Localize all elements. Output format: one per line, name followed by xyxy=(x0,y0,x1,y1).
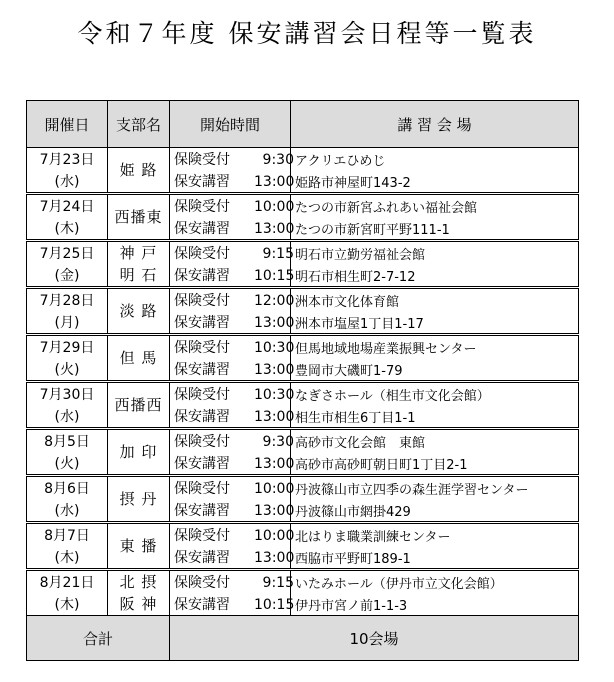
session-weekday: (木) xyxy=(27,546,108,570)
venue-address: 明石市相生町2-7-12 xyxy=(291,264,579,288)
branch-name: 淡 路 xyxy=(119,302,158,320)
insurance-time: 10:00 xyxy=(254,199,295,215)
course-start xyxy=(170,546,295,570)
session-row xyxy=(27,335,579,359)
venue-name: 丹波篠山市立四季の森生涯学習センター xyxy=(291,476,579,500)
table-header xyxy=(27,101,579,148)
insurance-time: 10:30 xyxy=(254,387,295,403)
session-branch xyxy=(108,194,170,241)
session-branch xyxy=(108,288,170,335)
session-row xyxy=(27,429,579,453)
session-row xyxy=(27,523,579,547)
insurance-time: 12:00 xyxy=(254,293,295,309)
branch-name: 西播西 xyxy=(114,396,163,414)
page-title: 令和７年度 保安講習会日程等一覧表 xyxy=(77,19,537,48)
course-time: 10:15 xyxy=(254,597,295,613)
session-branch xyxy=(108,429,170,476)
insurance-label: 保険受付 xyxy=(174,387,230,403)
branch-name: 加 印 xyxy=(119,443,158,461)
branch-name: 北 摂 xyxy=(119,573,158,591)
insurance-label: 保険受付 xyxy=(174,575,230,591)
venue-address: 西脇市平野町189-1 xyxy=(291,546,579,570)
insurance-reception xyxy=(170,335,295,359)
course-time: 10:15 xyxy=(254,268,295,284)
course-label: 保安講習 xyxy=(174,409,230,425)
venue-address: 丹波篠山市網掛429 xyxy=(291,499,579,523)
course-time: 13:00 xyxy=(254,174,295,190)
insurance-time: 10:00 xyxy=(254,528,295,544)
course-start xyxy=(170,499,295,523)
table-footer xyxy=(27,616,579,661)
venue-name: 北はりま職業訓練センター xyxy=(291,523,579,547)
branch-name: 神 戸 xyxy=(119,244,158,262)
course-label: 保安講習 xyxy=(174,268,230,284)
session-date: 8月21日 xyxy=(27,570,108,594)
venue-name: 但馬地域地場産業振興センター xyxy=(291,335,579,359)
insurance-reception xyxy=(170,382,295,406)
session-weekday: (水) xyxy=(27,170,108,194)
session-weekday: (金) xyxy=(27,264,108,288)
session-branch xyxy=(108,335,170,382)
course-label: 保安講習 xyxy=(174,174,230,190)
branch-name: 阪 神 xyxy=(119,595,158,613)
venue-address: 伊丹市宮ノ前1-1-3 xyxy=(291,593,579,616)
course-time: 13:00 xyxy=(254,315,295,331)
course-time: 13:00 xyxy=(254,456,295,472)
session-date: 7月28日 xyxy=(27,288,108,312)
insurance-time: 10:30 xyxy=(254,340,295,356)
session-row xyxy=(27,241,579,265)
course-label: 保安講習 xyxy=(174,550,230,566)
course-label: 保安講習 xyxy=(174,456,230,472)
course-time: 13:00 xyxy=(254,409,295,425)
course-start xyxy=(170,264,295,288)
session-branch xyxy=(108,570,170,616)
course-start xyxy=(170,405,295,429)
session-row xyxy=(27,570,579,594)
session-weekday: (木) xyxy=(27,593,108,616)
insurance-label: 保険受付 xyxy=(174,340,230,356)
course-label: 保安講習 xyxy=(174,315,230,331)
insurance-time: 9:15 xyxy=(262,246,294,262)
session-weekday: (水) xyxy=(27,405,108,429)
venue-address: 相生市相生6丁目1-1 xyxy=(291,405,579,429)
venue-address: 高砂市高砂町朝日町1丁目2-1 xyxy=(291,452,579,476)
insurance-time: 9:30 xyxy=(262,152,294,168)
insurance-reception xyxy=(170,148,294,171)
session-branch xyxy=(108,382,170,429)
venue-name: たつの市新宮ふれあい福祉会館 xyxy=(291,194,579,218)
insurance-label: 保険受付 xyxy=(174,199,230,215)
venue-name: いたみホール（伊丹市立文化会館） xyxy=(291,570,579,594)
course-start xyxy=(170,311,295,335)
venue-name: 明石市立勤労福祉会館 xyxy=(291,241,579,265)
insurance-label: 保険受付 xyxy=(174,246,230,262)
header-venue: 講 習 会 場 xyxy=(291,101,579,148)
total-label: 合計 xyxy=(27,616,170,661)
venue-name: 高砂市文化会館 東館 xyxy=(291,429,579,453)
insurance-label: 保険受付 xyxy=(174,528,230,544)
insurance-reception xyxy=(170,523,295,547)
insurance-reception xyxy=(170,570,294,594)
insurance-time: 9:30 xyxy=(262,434,294,450)
course-label: 保安講習 xyxy=(174,503,230,519)
insurance-time: 9:15 xyxy=(262,575,294,591)
session-weekday: (水) xyxy=(27,499,108,523)
session-date: 8月7日 xyxy=(27,523,108,547)
venue-address: 姫路市神屋町143-2 xyxy=(291,170,579,194)
session-date: 7月30日 xyxy=(27,382,108,406)
course-label: 保安講習 xyxy=(174,221,230,237)
session-row xyxy=(27,194,579,218)
session-row xyxy=(27,476,579,500)
session-branch xyxy=(108,523,170,570)
session-date: 7月25日 xyxy=(27,241,108,265)
header-date: 開催日 xyxy=(27,101,108,148)
session-branch xyxy=(108,148,170,194)
session-weekday: (火) xyxy=(27,452,108,476)
insurance-reception xyxy=(170,288,295,312)
branch-name: 姫 路 xyxy=(119,161,158,179)
course-time: 13:00 xyxy=(254,503,295,519)
insurance-label: 保険受付 xyxy=(174,434,230,450)
venue-name: なぎさホール（相生市文化会館） xyxy=(291,382,579,406)
header-time: 開始時間 xyxy=(170,101,291,148)
insurance-label: 保険受付 xyxy=(174,293,230,309)
course-start xyxy=(170,217,295,241)
insurance-reception xyxy=(170,476,295,500)
table-body xyxy=(27,148,579,616)
branch-name: 但 馬 xyxy=(119,349,158,367)
branch-name: 西播東 xyxy=(114,208,163,226)
total-value: 10会場 xyxy=(170,616,579,661)
course-time: 13:00 xyxy=(254,221,295,237)
venue-address: 豊岡市大磯町1-79 xyxy=(291,358,579,382)
session-row xyxy=(27,148,579,171)
branch-name: 摂 丹 xyxy=(119,490,158,508)
venue-address: 洲本市塩屋1丁目1-17 xyxy=(291,311,579,335)
session-row xyxy=(27,288,579,312)
insurance-label: 保険受付 xyxy=(174,481,230,497)
course-time: 13:00 xyxy=(254,550,295,566)
session-weekday: (木) xyxy=(27,217,108,241)
insurance-reception xyxy=(170,429,294,453)
session-row xyxy=(27,382,579,406)
session-date: 7月29日 xyxy=(27,335,108,359)
course-start xyxy=(170,593,295,616)
insurance-reception xyxy=(170,241,294,265)
course-start xyxy=(170,170,295,194)
session-weekday: (火) xyxy=(27,358,108,382)
session-date: 7月24日 xyxy=(27,194,108,218)
course-start xyxy=(170,452,295,476)
branch-name: 東 播 xyxy=(119,537,158,555)
session-branch xyxy=(108,476,170,523)
course-time: 13:00 xyxy=(254,362,295,378)
session-date: 8月6日 xyxy=(27,476,108,500)
venue-address: たつの市新宮町平野111-1 xyxy=(291,217,579,241)
session-date: 8月5日 xyxy=(27,429,108,453)
branch-name: 明 石 xyxy=(119,266,158,284)
header-branch: 支部名 xyxy=(108,101,170,148)
schedule-table xyxy=(26,100,579,661)
venue-name: 洲本市文化体育館 xyxy=(291,288,579,312)
course-label: 保安講習 xyxy=(174,597,230,613)
insurance-reception xyxy=(170,194,295,218)
insurance-label: 保険受付 xyxy=(174,152,230,168)
venue-name: アクリエひめじ xyxy=(291,148,579,171)
session-weekday: (月) xyxy=(27,311,108,335)
session-branch xyxy=(108,241,170,288)
insurance-time: 10:00 xyxy=(254,481,295,497)
session-date: 7月23日 xyxy=(27,148,108,171)
course-label: 保安講習 xyxy=(174,362,230,378)
course-start xyxy=(170,358,295,382)
